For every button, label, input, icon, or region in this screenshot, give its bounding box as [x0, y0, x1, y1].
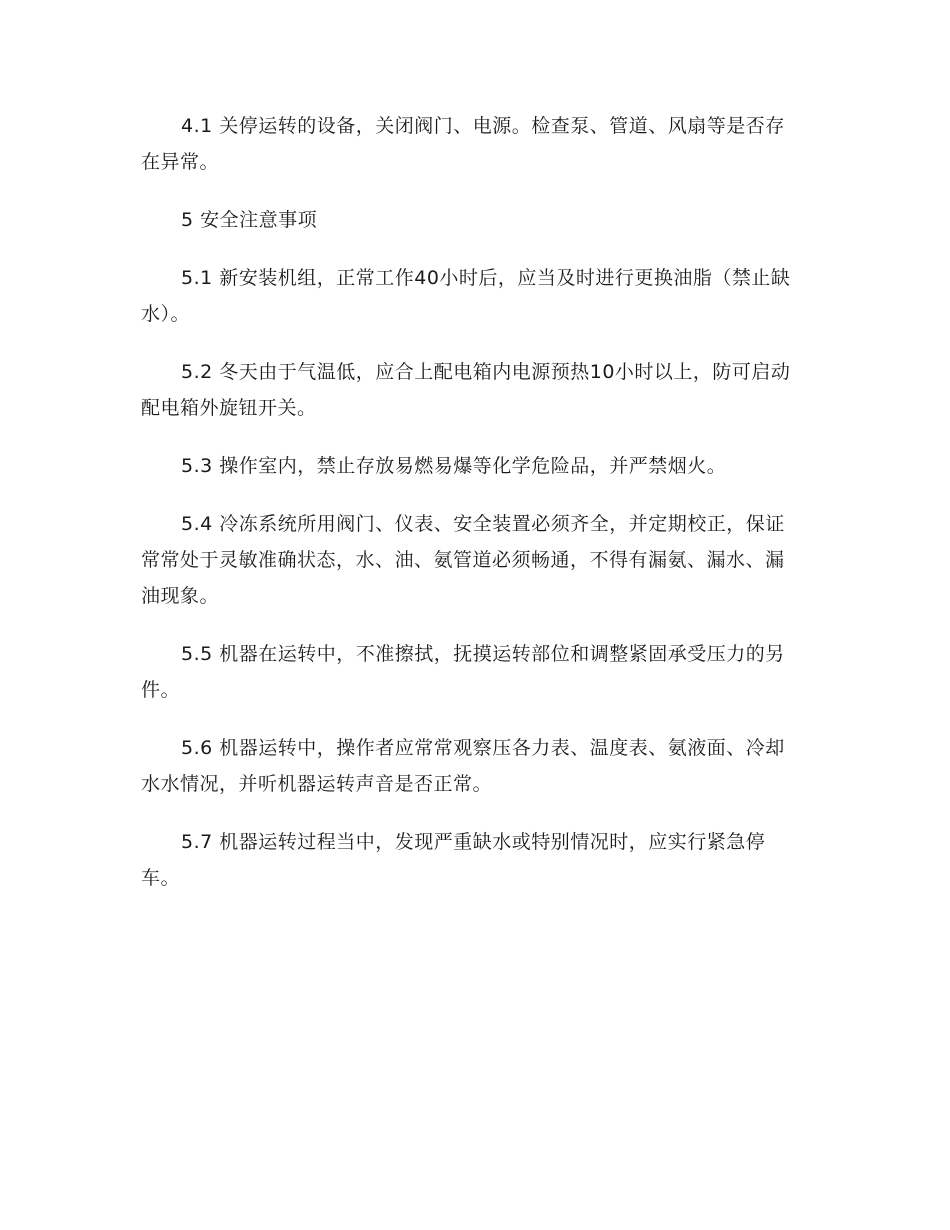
document-body [141, 108, 801, 896]
paragraph-4-1: 4.1 关停运转的设备，关闭阀门、电源。检查泵、管道、风扇等是否存在异常。 [141, 115, 785, 173]
paragraph-5-5: 5.5 机器在运转中，不准擦拭，抚摸运转部位和调整紧固承受压力的另件。 [141, 643, 785, 701]
paragraph-5-6: 5.6 机器运转中，操作者应常常观察压各力表、温度表、氨液面、冷却水水情况，并听机器运转声音是否正常。 [141, 737, 785, 795]
paragraph-5-1: 5.1 新安装机组，正常工作40小时后，应当及时进行更换油脂（禁止缺水）。 [141, 267, 791, 325]
paragraph-5-7: 5.7 机器运转过程当中，发现严重缺水或特别情况时，应实行紧急停车。 [141, 831, 766, 889]
paragraph-5-2: 5.2 冬天由于气温低，应合上配电箱内电源预热10小时以上，防可启动配电箱外旋钮开关。 [141, 361, 791, 419]
paragraph-5-4: 5.4 冷冻系统所用阀门、仪表、安全装置必须齐全，并定期校正，保证常常处于灵敏准确状态，水、油、氨管道必须畅通，不得有漏氨、漏水、漏油现象。 [141, 513, 785, 607]
paragraph-5-3: 5.3 操作室内，禁止存放易燃易爆等化学危险品，并严禁烟火。 [181, 455, 727, 477]
section-heading-5: 5 安全注意事项 [181, 209, 318, 231]
